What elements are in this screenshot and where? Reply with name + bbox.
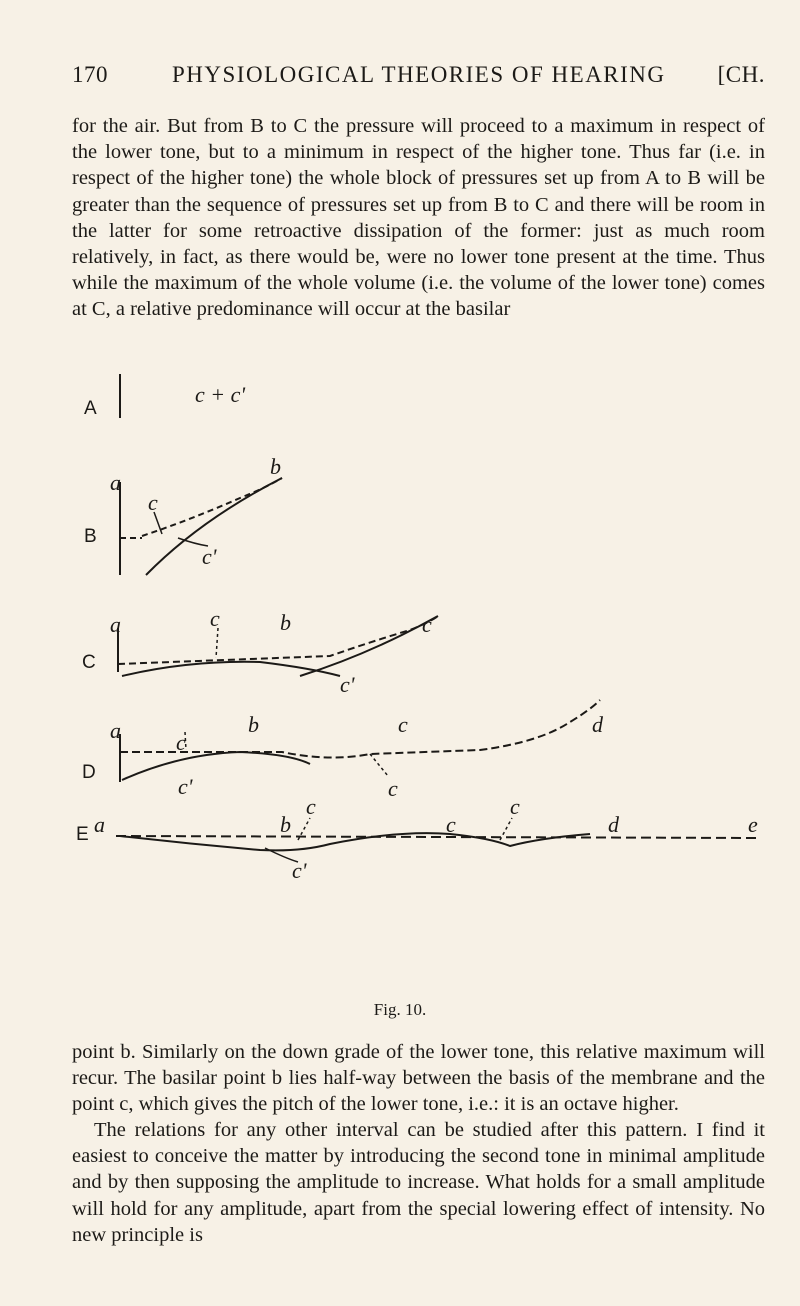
paragraph-3: The relations for any other interval can be studied after this pattern. I find it easiest to conceive the matter by introducing the second tone in minimal amplitude and by then supposing the amplitude to increase. What holds for a small amplitude will hold for any amplitude, apart from the special lowering effect of intensity. No new principle is bbox=[72, 1119, 765, 1246]
row-c-letter-c-right: c bbox=[422, 612, 432, 637]
row-e-letter-a: a bbox=[94, 812, 105, 837]
row-c-c-marker bbox=[216, 628, 218, 658]
figure-caption: Fig. 10. bbox=[373, 1000, 427, 1019]
row-c-letter-b: b bbox=[280, 610, 291, 635]
row-b-dashed-curve bbox=[142, 478, 282, 536]
figure-diagram bbox=[70, 370, 790, 1000]
paragraph-1: for the air. But from B to C the pressure will proceed to a maximum in respect of the lower tone, but to a minimum in respect of the higher tone. Thus far (i.e. in respect of the higher tone) the whole block of pressures set up from A to B will be greater than the sequence of pressures set up from B to C and there will be room in the latter for some retroactive dissipation of the former: just as much room relatively, in fact, as there would be, were no lower tone present at the time. Thus while the maximum of the whole volume (i.e. the volume of the lower tone) comes at C, a relative predominance will occur at the basilar bbox=[72, 115, 765, 321]
row-e-dashed-baseline bbox=[116, 836, 760, 838]
row-b-letter-a: a bbox=[110, 470, 121, 495]
row-d-c2-marker bbox=[370, 754, 388, 776]
figure-10 bbox=[70, 370, 790, 1019]
chapter-marker: [CH. bbox=[717, 62, 765, 87]
row-b-letter-b: b bbox=[270, 454, 281, 479]
row-d-letter-b: b bbox=[248, 712, 259, 737]
row-e-letter-e: e bbox=[748, 812, 758, 837]
row-d-letter-c-prime: c' bbox=[178, 774, 193, 799]
row-c-letter-a: a bbox=[110, 612, 121, 637]
row-label-b: B bbox=[84, 526, 97, 547]
page-number: 170 bbox=[72, 62, 108, 87]
row-d-letter-c-lower: c bbox=[388, 776, 398, 801]
row-b-letter-c-prime: c' bbox=[202, 544, 217, 569]
row-label-c: C bbox=[82, 652, 96, 673]
row-d-solid-curve bbox=[122, 752, 310, 780]
row-c-letter-c: c bbox=[210, 606, 220, 631]
row-e-letter-c: c bbox=[446, 812, 456, 837]
page-header bbox=[72, 62, 765, 98]
row-e-letter-d: d bbox=[608, 812, 619, 837]
row-label-d: D bbox=[82, 762, 96, 783]
row-d-letter-d: d bbox=[592, 712, 603, 737]
row-label-a: A bbox=[84, 398, 97, 419]
row-e-letter-b: b bbox=[280, 812, 291, 837]
row-d-dashed-curve bbox=[120, 700, 600, 758]
row-b-letter-c: c bbox=[148, 490, 158, 515]
row-d-letter-a: a bbox=[110, 718, 121, 743]
figure-top-label: c + c' bbox=[195, 382, 246, 407]
row-d-letter-c: c bbox=[398, 712, 408, 737]
paragraph-2: point b. Similarly on the down grade of the lower tone, this relative maximum will recur. The basilar point b lies half-way between the basis of the membrane and the point c, which gives the pitch of the lower tone, i.e.: it is an octave higher. bbox=[72, 1041, 765, 1116]
row-c-letter-c-prime: c' bbox=[340, 672, 355, 697]
row-e-letter-c-top: c bbox=[306, 794, 316, 819]
row-e-letter-c-top-2: c bbox=[510, 794, 520, 819]
row-label-e: E bbox=[76, 824, 89, 845]
row-d-letter-c-small: c bbox=[176, 730, 186, 755]
row-e-solid-curve bbox=[120, 833, 590, 850]
running-title: PHYSIOLOGICAL THEORIES OF HEARING bbox=[172, 62, 666, 87]
row-c-solid-curve-right bbox=[300, 616, 438, 676]
row-e-letter-c-prime: c' bbox=[292, 858, 307, 883]
